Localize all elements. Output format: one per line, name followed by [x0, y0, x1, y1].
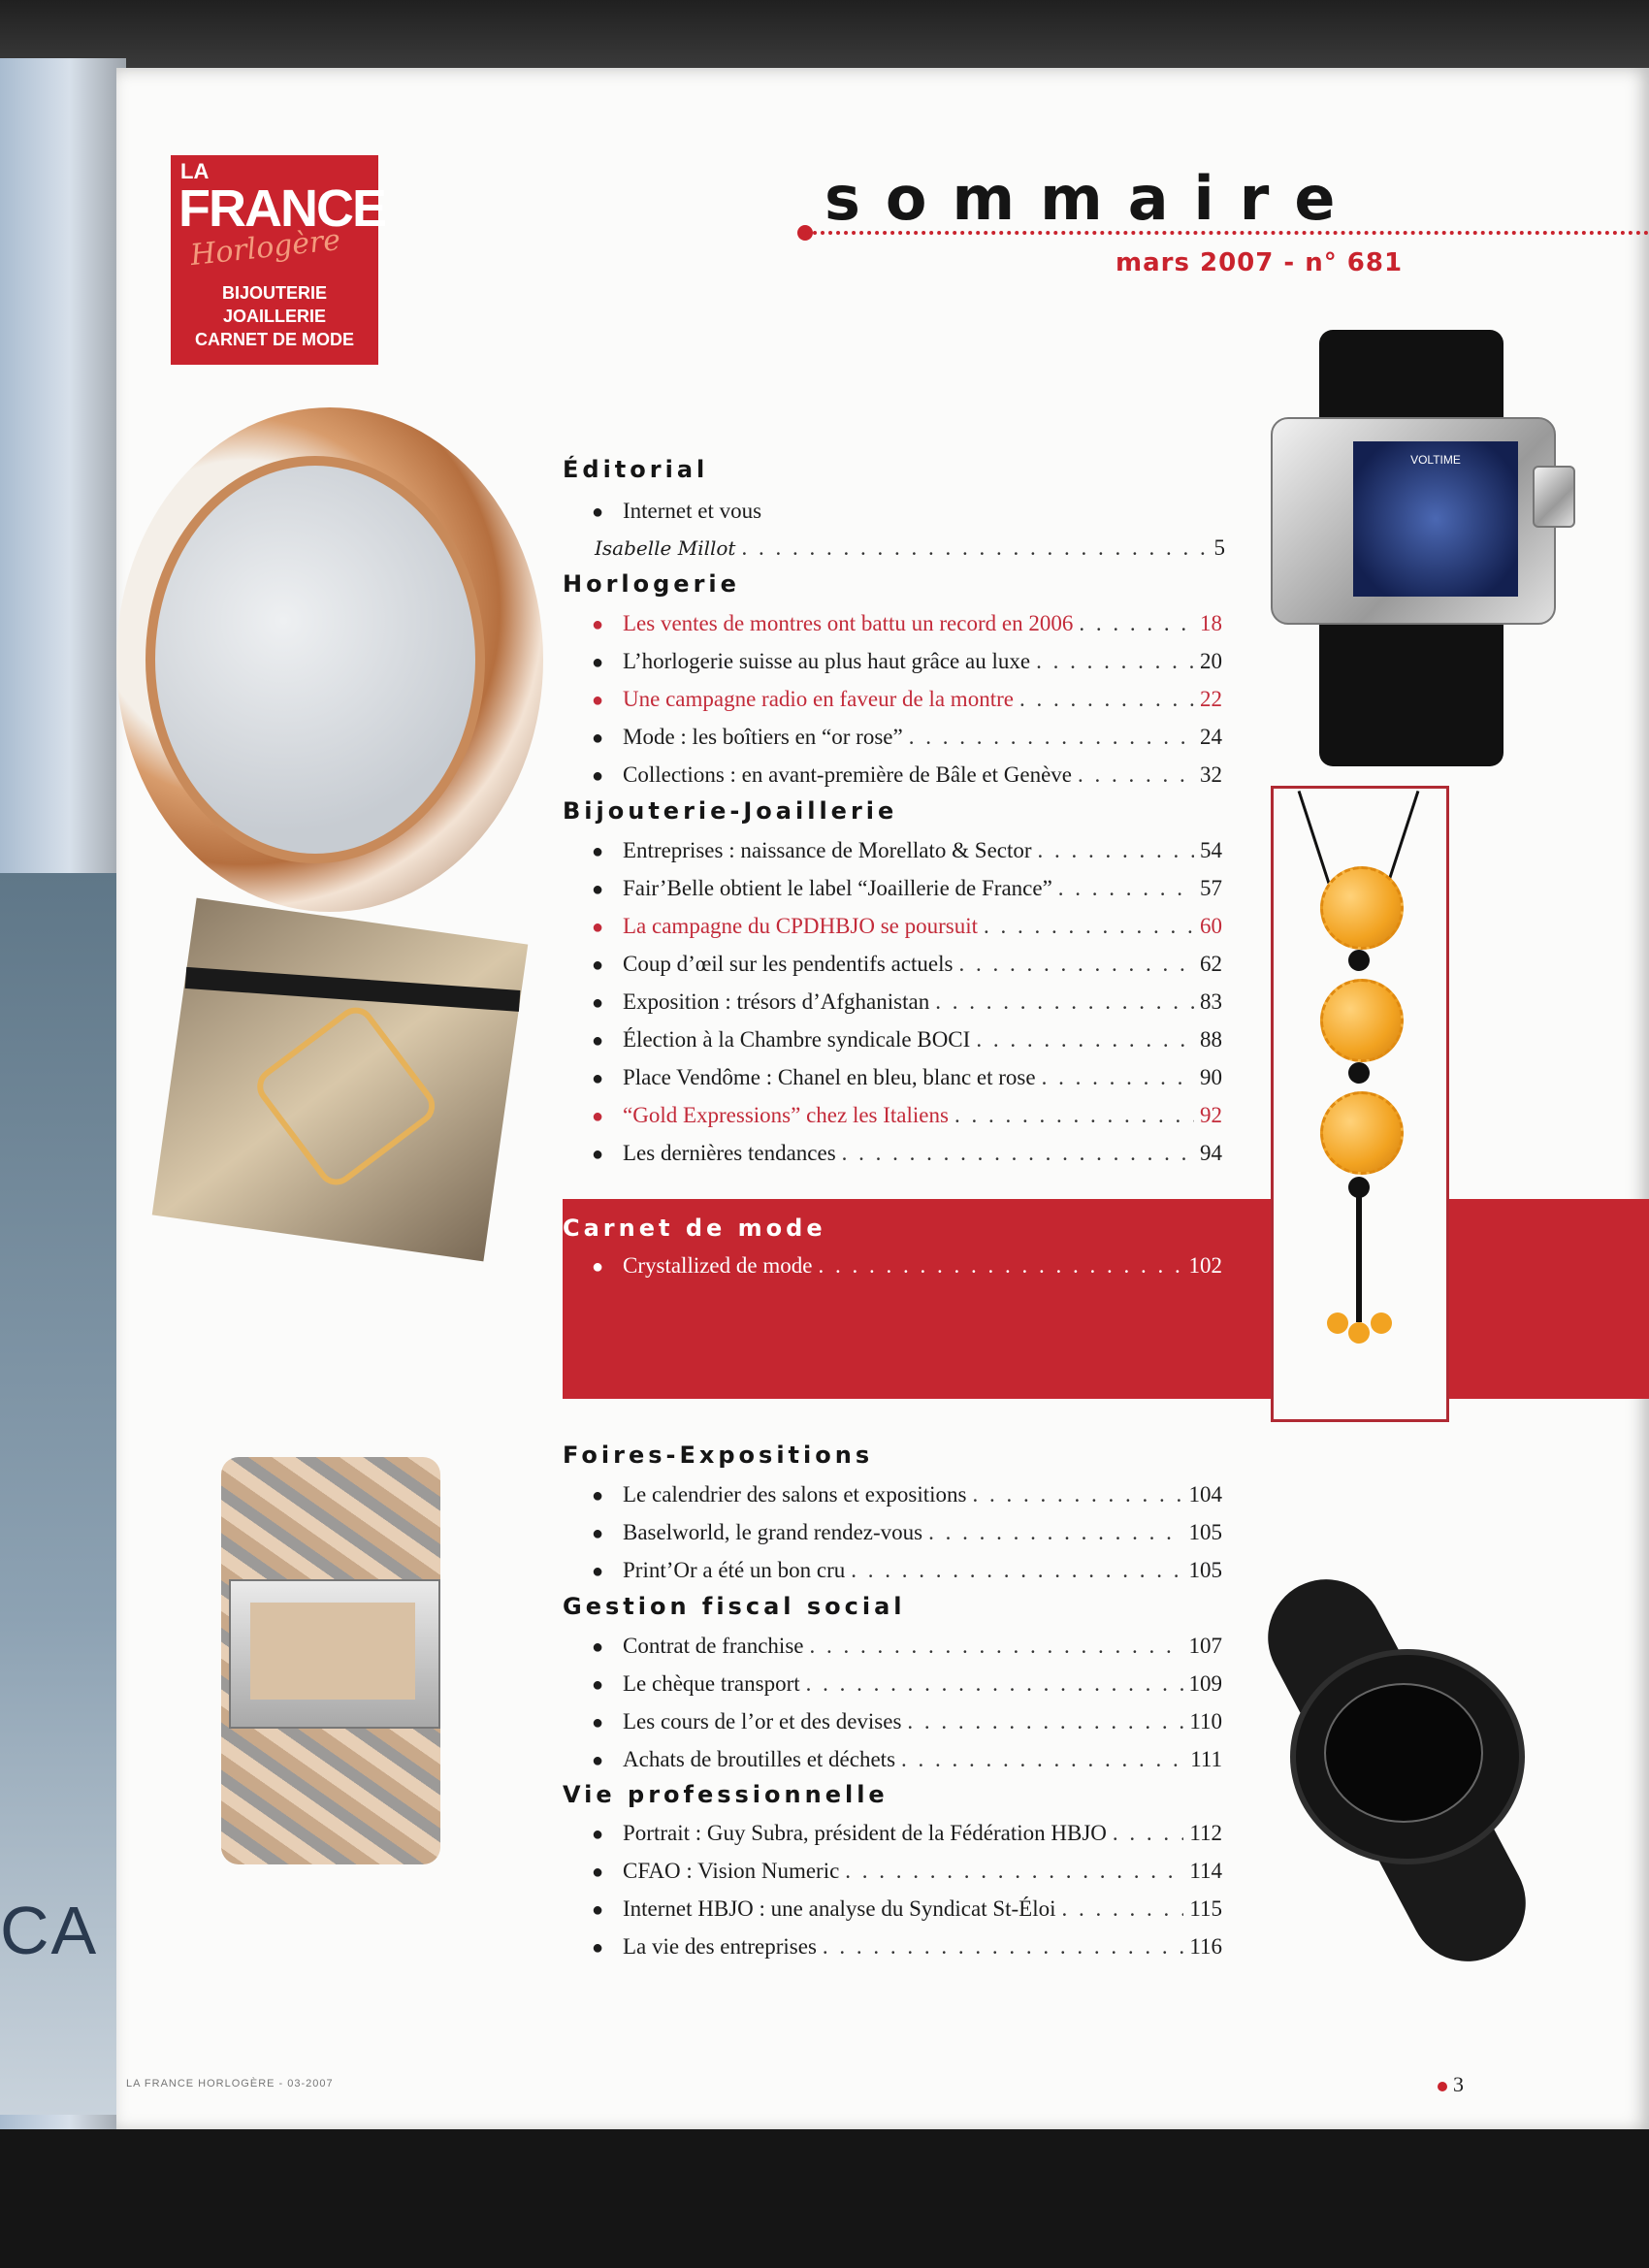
issue-date: mars 2007 - n° 681 [1116, 248, 1404, 277]
toc-entry[interactable]: ● Portrait : Guy Subra, président de la Fédération HBJO . . . 112 [592, 1821, 1222, 1856]
toc-entry[interactable]: ● Crystallized de mode . . . 102 [592, 1253, 1222, 1288]
toc-entry[interactable]: ● Place Vendôme : Chanel en bleu, blanc et rose . . . 90 [592, 1065, 1222, 1100]
scan-border-top [0, 0, 1649, 68]
dot-leader [984, 914, 1194, 939]
toc-entry-title: Coup d’œil sur les pendentifs actuels [623, 952, 954, 976]
toc-entry-title: La vie des entreprises [623, 1934, 817, 1959]
toc-entry[interactable]: ● Mode : les boîtiers en “or rose” . . . 24 [592, 725, 1222, 760]
necklace-cord [1387, 791, 1420, 884]
toc-entry-title: “Gold Expressions” chez les Italiens [623, 1103, 949, 1127]
toc-entry-title: Le chèque transport [623, 1671, 800, 1696]
toc-entry-page: 57 [1200, 876, 1222, 900]
dot-leader [1019, 687, 1194, 712]
toc-entry-page: 18 [1200, 611, 1222, 635]
section-heading: Gestion fiscal social [563, 1593, 906, 1620]
toc-entry[interactable]: ● Les ventes de montres ont battu un record en 2006 . . . 18 [592, 611, 1222, 646]
dot-leader [1058, 876, 1194, 901]
dot-leader [818, 1253, 1182, 1279]
dot-leader [823, 1934, 1183, 1960]
dot-leader [972, 1482, 1182, 1507]
toc-entry-title: Fair’Belle obtient le label “Joaillerie de France” [623, 876, 1052, 900]
toc-entry-page: 62 [1200, 952, 1222, 976]
toc-entry-page: 114 [1189, 1859, 1222, 1883]
page-title: sommaire [824, 163, 1361, 234]
dot-leader [1078, 762, 1194, 788]
logo-line: JOAILLERIE [222, 307, 326, 326]
toc-entry[interactable]: ● L’horlogerie suisse au plus haut grâce au luxe . . . 20 [592, 649, 1222, 684]
toc-entry-title: Élection à la Chambre syndicale BOCI [623, 1027, 971, 1052]
toc-entry-title: Place Vendôme : Chanel en bleu, blanc et rose [623, 1065, 1036, 1089]
toc-entry-page: 20 [1200, 649, 1222, 673]
toc-entry[interactable]: ● Achats de broutilles et déchets . . . 111 [592, 1747, 1222, 1782]
toc-entry-title: Print’Or a été un bon cru [623, 1558, 846, 1582]
dot-leader [809, 1634, 1182, 1659]
toc-entry-page: 102 [1188, 1253, 1222, 1278]
watch-dial [1324, 1683, 1483, 1823]
toc-entry-title: Le calendrier des salons et expositions [623, 1482, 967, 1507]
toc-entry[interactable]: ● Une campagne radio en faveur de la montre . . . 22 [592, 687, 1222, 722]
necklace-spacer [1348, 1177, 1370, 1198]
necklace-spacer [1348, 950, 1370, 971]
toc-entry-title: Entreprises : naissance de Morellato & Sector [623, 838, 1032, 862]
toc-entry-page: 24 [1200, 725, 1222, 749]
page-footer: LA FRANCE HORLOGÈRE - 03-2007 [126, 2078, 334, 2090]
toc-entry[interactable]: ● Le calendrier des salons et expositions . . . 104 [592, 1482, 1222, 1517]
dot-leader [842, 1141, 1194, 1166]
toc-entry-page: 54 [1200, 838, 1222, 862]
toc-entry[interactable]: ● La campagne du CPDHBJO se poursuit . . . 60 [592, 914, 1222, 949]
black-guitar-watch-image [1271, 1562, 1562, 1979]
toc-entry-title: Les cours de l’or et des devises [623, 1709, 902, 1733]
scan-border-bottom [0, 2129, 1649, 2268]
toc-entry-page: 116 [1189, 1934, 1222, 1959]
dot-leader [954, 1103, 1194, 1128]
dot-leader [1062, 1896, 1184, 1922]
page-number-value: 3 [1453, 2072, 1464, 2096]
square-watch-image [1261, 330, 1591, 766]
logo-line: BIJOUTERIE [221, 283, 328, 303]
toc-entry-author[interactable] [595, 535, 1225, 570]
toc-entry-page: 115 [1189, 1896, 1222, 1921]
section-heading: Vie professionnelle [563, 1781, 889, 1808]
magazine-logo [171, 155, 385, 365]
dot-leader [907, 1709, 1183, 1734]
toc-entry-page: 107 [1188, 1634, 1222, 1658]
toc-entry-title: Internet et vous [623, 499, 762, 523]
section-heading: Horlogerie [563, 570, 740, 598]
dot-leader [845, 1859, 1183, 1884]
toc-entry[interactable]: ● Fair’Belle obtient le label “Joaillerie de France” . . . 57 [592, 876, 1222, 911]
toc-entry-title: Crystallized de mode [623, 1253, 813, 1278]
toc-entry-title: Portrait : Guy Subra, président de la Fédération HBJO [623, 1821, 1107, 1845]
watch-crown [1533, 466, 1575, 528]
necklace-bead [1320, 866, 1404, 950]
dot-leader [741, 535, 1208, 561]
necklace-cord [1298, 791, 1331, 884]
toc-entry[interactable]: ● La vie des entreprises . . . 116 [592, 1934, 1222, 1969]
toc-entry-title: Baselworld, le grand rendez-vous [623, 1520, 923, 1544]
necklace-spacer [1348, 1062, 1370, 1084]
toc-entry-title: Les dernières tendances [623, 1141, 836, 1165]
toc-entry-page: 92 [1200, 1103, 1222, 1127]
toc-entry-page: 110 [1189, 1709, 1222, 1733]
toc-entry-page: 60 [1200, 914, 1222, 938]
toc-entry[interactable]: ● Coup d’œil sur les pendentifs actuels . . . 62 [592, 952, 1222, 987]
dot-leader [909, 725, 1194, 750]
logo-la: LA [180, 159, 210, 183]
toc-entry-title: Une campagne radio en faveur de la montre [623, 687, 1014, 711]
section-heading: Foires-Expositions [563, 1442, 874, 1469]
toc-entry-title: CFAO : Vision Numeric [623, 1859, 840, 1883]
toc-entry[interactable]: ● Exposition : trésors d’Afghanistan . . . 83 [592, 989, 1222, 1024]
toc-entry[interactable]: ● Les dernières tendances . . . 94 [592, 1141, 1222, 1176]
previous-page-text: CA [0, 1893, 99, 1968]
logo-line: CARNET DE MODE [194, 330, 354, 349]
rose-gold-watch-dial [146, 456, 485, 863]
toc-entry-page: 22 [1200, 687, 1222, 711]
toc-entry-page: 104 [1188, 1482, 1222, 1507]
toc-entry-page: 32 [1200, 762, 1222, 787]
dot-leader [1042, 1065, 1194, 1090]
toc-entry-title: Achats de broutilles et déchets [623, 1747, 896, 1771]
cuff-watch-dial [250, 1603, 415, 1700]
toc-entry-page: 111 [1190, 1747, 1222, 1771]
toc-entry-page: 105 [1188, 1520, 1222, 1544]
logo-script: Horlogère [188, 222, 342, 274]
toc-entry[interactable]: ● Print’Or a été un bon cru . . . 105 [592, 1558, 1222, 1593]
toc-entry[interactable]: ● Élection à la Chambre syndicale BOCI . . . 88 [592, 1027, 1222, 1062]
toc-entry[interactable]: ● Internet et vous [592, 499, 762, 523]
toc-entry-title: L’horlogerie suisse au plus haut grâce au luxe [623, 649, 1031, 673]
toc-entry[interactable]: ● Contrat de franchise . . . 107 [592, 1634, 1222, 1669]
toc-entry[interactable]: ● Internet HBJO : une analyse du Syndicat St-Éloi . . . 115 [592, 1896, 1222, 1931]
toc-entry-page: 105 [1188, 1558, 1222, 1582]
necklace-tassel [1356, 1196, 1362, 1322]
dot-leader [1113, 1821, 1183, 1846]
page-number [1438, 2072, 1464, 2097]
toc-entry-title: Contrat de franchise [623, 1634, 804, 1658]
cross-pendant-image [152, 898, 529, 1262]
toc-entry[interactable]: ● Le chèque transport . . . 109 [592, 1671, 1222, 1706]
section-heading: Éditorial [563, 456, 709, 483]
toc-entry-page: 88 [1200, 1027, 1222, 1052]
necklace-bead [1320, 979, 1404, 1062]
title-dotted-rule [805, 231, 1649, 235]
toc-entry-title: Isabelle Millot [595, 536, 736, 560]
pendant-cross [249, 1000, 442, 1193]
pendant-cord [185, 967, 521, 1012]
toc-entry[interactable]: ● Baselworld, le grand rendez-vous . . . 105 [592, 1520, 1222, 1555]
toc-entry-title: Mode : les boîtiers en “or rose” [623, 725, 903, 749]
dot-leader [1079, 611, 1194, 636]
toc-entry-title: Collections : en avant-première de Bâle et Genève [623, 762, 1072, 787]
toc-entry-page: 5 [1213, 535, 1225, 560]
toc-entry[interactable]: ● Les cours de l’or et des devises . . . 110 [592, 1709, 1222, 1744]
tassel-bead [1371, 1312, 1392, 1334]
necklace-bead [1320, 1091, 1404, 1175]
dot-leader [958, 952, 1194, 977]
toc-entry-page: 112 [1189, 1821, 1222, 1845]
toc-entry-title: Internet HBJO : une analyse du Syndicat St-Éloi [623, 1896, 1056, 1921]
toc-entry-page: 90 [1200, 1065, 1222, 1089]
toc-entry-title: Les ventes de montres ont battu un record en 2006 [623, 611, 1074, 635]
dot-leader [935, 989, 1194, 1015]
toc-entry-page: 109 [1188, 1671, 1222, 1696]
toc-entry[interactable]: ● Collections : en avant-première de Bâle et Genève . . . 32 [592, 762, 1222, 797]
dot-leader [928, 1520, 1182, 1545]
toc-entry-title: La campagne du CPDHBJO se poursuit [623, 914, 979, 938]
section-heading: Bijouterie-Joaillerie [563, 797, 898, 825]
dot-leader [976, 1027, 1194, 1053]
tassel-bead [1348, 1322, 1370, 1344]
necklace-image-frame [1271, 786, 1449, 1422]
dot-leader [901, 1747, 1184, 1772]
watch-dial [1353, 441, 1518, 597]
dot-leader [1036, 649, 1194, 674]
dot-leader [806, 1671, 1183, 1697]
page-number-bullet [1438, 2082, 1447, 2091]
toc-entry-page: 83 [1200, 989, 1222, 1014]
dot-leader [851, 1558, 1182, 1583]
toc-entry[interactable]: ● Entreprises : naissance de Morellato & Sector . . . 54 [592, 838, 1222, 873]
watch-brand: VOLTIME [1410, 453, 1461, 467]
section-heading: Carnet de mode [563, 1215, 826, 1242]
toc-entry-page: 94 [1200, 1141, 1222, 1165]
logo-france: FRANCE [178, 179, 385, 238]
toc-entry-title: Exposition : trésors d’Afghanistan [623, 989, 930, 1014]
toc-entry[interactable]: ● CFAO : Vision Numeric . . . 114 [592, 1859, 1222, 1894]
toc-entry[interactable]: ● “Gold Expressions” chez les Italiens . . . 92 [592, 1103, 1222, 1138]
tassel-bead [1327, 1312, 1348, 1334]
dot-leader [1038, 838, 1194, 863]
